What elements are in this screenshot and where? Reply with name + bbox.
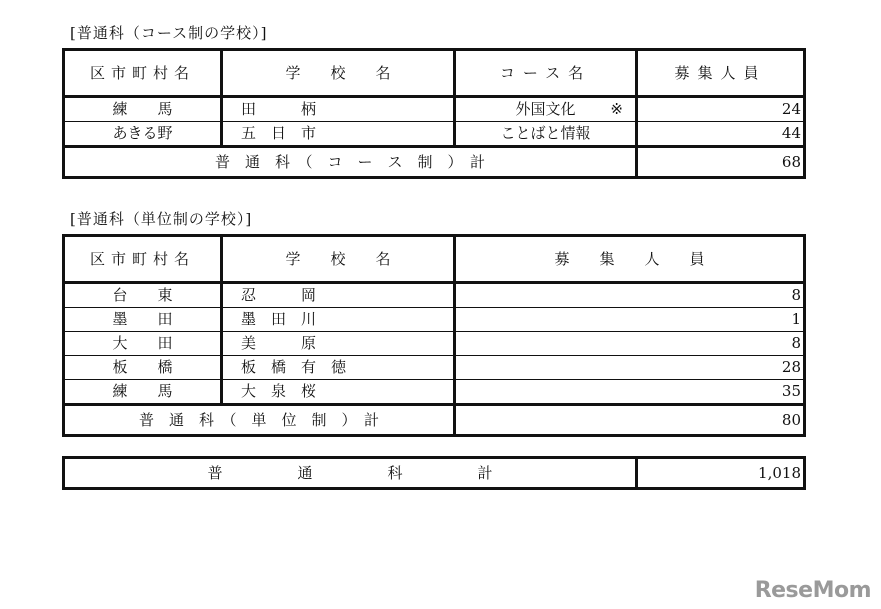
course-cell: ことばと情報 bbox=[455, 122, 637, 147]
school-cell: 忍 岡 bbox=[222, 283, 455, 308]
header-count-label: 募集人員 bbox=[674, 64, 767, 82]
grand-total-table bbox=[62, 456, 806, 490]
header-area bbox=[64, 236, 222, 283]
total-value: 80 bbox=[455, 405, 805, 436]
course-school-table bbox=[62, 48, 806, 179]
count-cell: 44 bbox=[637, 122, 805, 147]
school-cell: 大 泉 桜 bbox=[222, 380, 455, 405]
area-cell: 台 東 bbox=[64, 283, 222, 308]
count-cell: 35 bbox=[455, 380, 805, 405]
area-cell: 板 橋 bbox=[64, 356, 222, 380]
table-header-row bbox=[64, 50, 805, 97]
total-value: 68 bbox=[637, 147, 805, 178]
credit-school-table bbox=[62, 234, 806, 437]
total-label: 普 通 科 （ 単 位 制 ） 計 bbox=[64, 405, 455, 436]
grand-total-value: 1,018 bbox=[637, 458, 805, 489]
section2-heading: [普通科（単位制の学校）] bbox=[70, 210, 253, 228]
header-count-label: 募 集 人 員 bbox=[554, 250, 705, 268]
header-school bbox=[222, 236, 455, 283]
table-row bbox=[64, 308, 805, 332]
total-row bbox=[64, 405, 805, 436]
header-area-label: 区市町村名 bbox=[89, 64, 195, 82]
header-area-label: 区市町村名 bbox=[89, 250, 195, 268]
header-count bbox=[637, 50, 805, 97]
table-row bbox=[64, 356, 805, 380]
total-row bbox=[64, 147, 805, 178]
total-label: 普 通 科 （ コ ー ス 制 ） 計 bbox=[64, 147, 637, 178]
header-course-label: コース名 bbox=[499, 64, 592, 82]
table-header-row bbox=[64, 236, 805, 283]
header-area bbox=[64, 50, 222, 97]
table-row bbox=[64, 97, 805, 122]
table-row bbox=[64, 283, 805, 308]
count-cell: 8 bbox=[455, 332, 805, 356]
header-school bbox=[222, 50, 455, 97]
count-cell: 24 bbox=[637, 97, 805, 122]
school-cell: 田 柄 bbox=[222, 97, 455, 122]
course-name: 外国文化 bbox=[515, 100, 576, 118]
grand-total-row bbox=[64, 458, 805, 489]
count-cell: 28 bbox=[455, 356, 805, 380]
grand-total-label: 普 通 科 計 bbox=[64, 458, 637, 489]
area-cell: 練 馬 bbox=[64, 380, 222, 405]
table-row bbox=[64, 332, 805, 356]
area-cell: 墨 田 bbox=[64, 308, 222, 332]
area-cell: あきる野 bbox=[64, 122, 222, 147]
table-row bbox=[64, 380, 805, 405]
course-cell bbox=[455, 97, 637, 122]
count-cell: 1 bbox=[455, 308, 805, 332]
header-course bbox=[455, 50, 637, 97]
header-school-label: 学 校 名 bbox=[285, 250, 391, 268]
header-count bbox=[455, 236, 805, 283]
area-cell: 練 馬 bbox=[64, 97, 222, 122]
header-school-label: 学 校 名 bbox=[285, 64, 391, 82]
school-cell: 美 原 bbox=[222, 332, 455, 356]
school-cell: 板 橋 有 徳 bbox=[222, 356, 455, 380]
table-row bbox=[64, 122, 805, 147]
section1-heading: [普通科（コース制の学校）] bbox=[70, 24, 268, 42]
area-cell: 大 田 bbox=[64, 332, 222, 356]
resemom-logo: ReseMom bbox=[754, 578, 871, 603]
school-cell: 墨 田 川 bbox=[222, 308, 455, 332]
note-mark: ※ bbox=[610, 100, 623, 118]
school-cell: 五 日 市 bbox=[222, 122, 455, 147]
count-cell: 8 bbox=[455, 283, 805, 308]
